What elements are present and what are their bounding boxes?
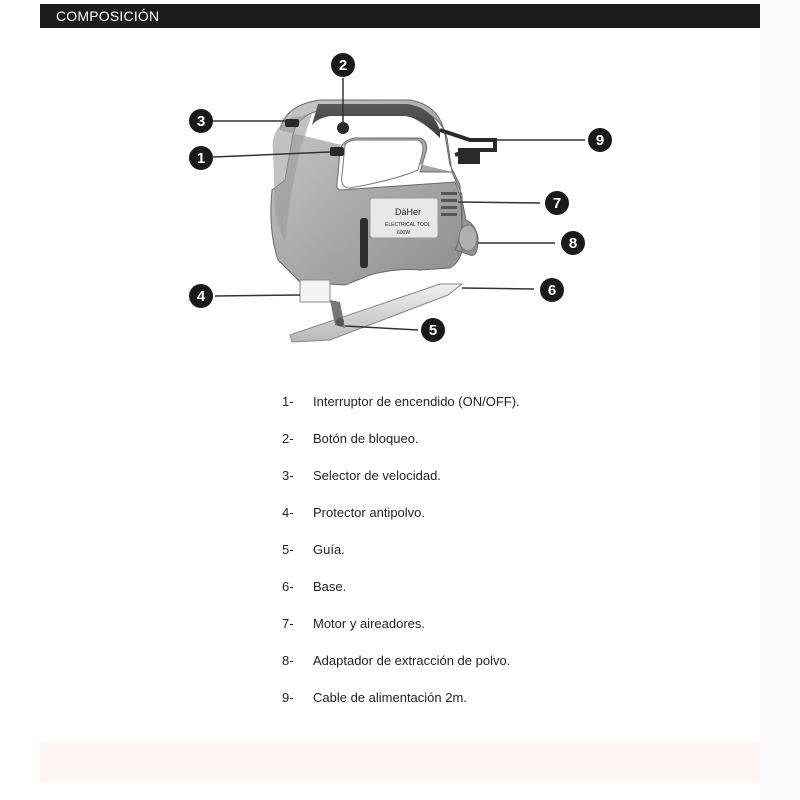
model-label: ELECTRICAL TOOL bbox=[385, 222, 431, 228]
list-item-text: Base. bbox=[313, 579, 347, 594]
side-stripe bbox=[360, 218, 368, 268]
list-item-number: 7- bbox=[282, 616, 294, 631]
svg-text:8: 8 bbox=[568, 235, 578, 252]
cord-clip bbox=[458, 148, 480, 164]
list-item-number: 2- bbox=[282, 431, 294, 446]
guide-roller bbox=[336, 318, 344, 326]
list-item-number: 4- bbox=[282, 505, 294, 520]
power-label: 600W bbox=[397, 230, 411, 236]
svg-text:6: 6 bbox=[547, 282, 557, 299]
dust-guard bbox=[300, 280, 330, 302]
svg-text:5: 5 bbox=[428, 322, 438, 339]
svg-text:9: 9 bbox=[595, 132, 605, 149]
callout-9 bbox=[588, 128, 612, 152]
jigsaw-diagram bbox=[0, 0, 800, 380]
svg-text:7: 7 bbox=[552, 195, 562, 212]
callout-7 bbox=[545, 191, 569, 215]
callout-3 bbox=[189, 109, 213, 133]
svg-text:3: 3 bbox=[196, 113, 206, 130]
brand-label: DàHer bbox=[395, 207, 422, 217]
handle-opening bbox=[342, 140, 423, 188]
dust-port bbox=[459, 225, 477, 251]
speed-selector bbox=[285, 119, 299, 127]
list-item-text: Interruptor de encendido (ON/OFF). bbox=[313, 394, 520, 409]
svg-text:4: 4 bbox=[196, 288, 206, 305]
power-switch bbox=[330, 147, 344, 156]
list-item-number: 9- bbox=[282, 690, 294, 705]
list-item-number: 3- bbox=[282, 468, 294, 483]
list-item-text: Botón de bloqueo. bbox=[313, 431, 419, 446]
list-item-text: Protector antipolvo. bbox=[313, 505, 426, 520]
svg-text:1: 1 bbox=[196, 150, 206, 167]
list-item-number: 6- bbox=[282, 579, 294, 594]
list-item-text: Motor y aireadores. bbox=[313, 616, 425, 631]
top-grip bbox=[312, 104, 440, 138]
jigsaw-illustration bbox=[271, 100, 495, 342]
callout-2 bbox=[331, 53, 355, 77]
section-title: COMPOSICIÓN bbox=[56, 8, 160, 24]
list-item-number: 8- bbox=[282, 653, 294, 668]
callout-8 bbox=[561, 231, 585, 255]
callout-6 bbox=[540, 278, 564, 302]
footer-band bbox=[40, 742, 760, 782]
list-item-text: Guía. bbox=[313, 542, 345, 557]
list-item-text: Cable de alimentación 2m. bbox=[313, 690, 467, 705]
list-item-number: 5- bbox=[282, 542, 294, 557]
svg-text:2: 2 bbox=[338, 57, 348, 74]
callout-4 bbox=[189, 284, 213, 308]
list-item-number: 1- bbox=[282, 394, 294, 409]
list-item-text: Adaptador de extracción de polvo. bbox=[313, 653, 511, 668]
callout-5 bbox=[421, 318, 445, 342]
callout-1 bbox=[189, 146, 213, 170]
list-item-text: Selector de velocidad. bbox=[313, 468, 441, 483]
